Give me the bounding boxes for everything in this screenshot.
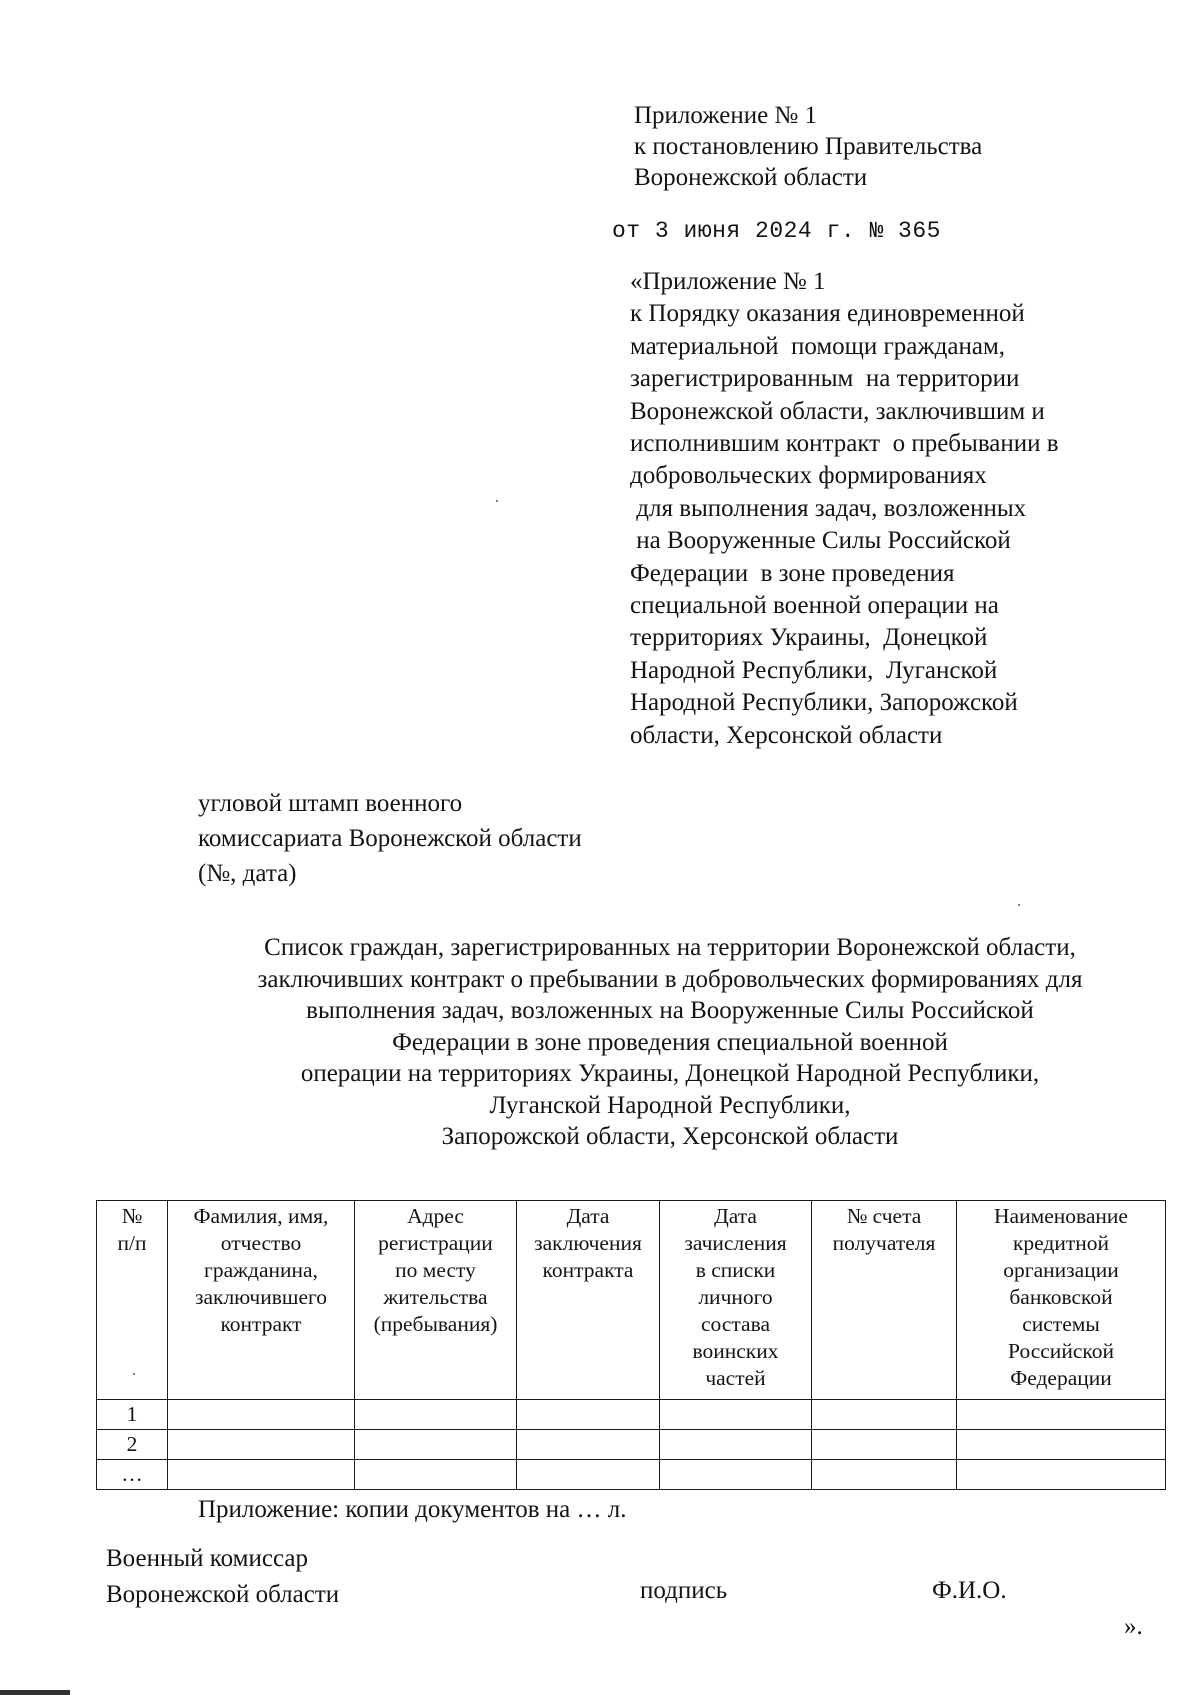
table-cell [812,1400,957,1430]
list-title [170,932,1170,1153]
corner-stamp-placeholder [198,786,582,891]
table-cell [812,1430,957,1460]
header-line: к постановлению Правительства [634,133,983,160]
table-cell [517,1400,660,1430]
title-line: Луганской Народной Республики, [489,1091,851,1119]
position-line: Военный комиссар [106,1545,308,1572]
header-line: «Приложение № 1 [630,268,826,295]
table-cell [355,1460,517,1490]
column-header-enrollment-date [660,1201,812,1400]
table-cell [660,1430,812,1460]
header-line: Народной Республики, Луганской [630,656,998,684]
table-cell [957,1430,1166,1460]
title-line: Федерации в зоне проведения специальной военной [392,1028,948,1056]
table-cell [957,1400,1166,1430]
column-header-account-number [812,1201,957,1400]
table-cell [168,1400,355,1430]
header-text: № счета получателя [832,1204,936,1255]
title-line: Список граждан, зарегистрированных на территории Воронежской области, [264,934,1076,961]
stamp-line: (№, дата) [198,860,297,887]
header-line: Воронежской области, заключившим и [630,397,1045,425]
table-cell [812,1460,957,1490]
scan-speck [496,500,498,502]
resolution-date-number: от 3 июня 2024 г. № 365 [612,218,941,244]
attachment-note: Приложение: копии документов на … л. [198,1496,627,1523]
appendix-header [634,100,982,193]
header-text: Наименование кредитной организации банковской системы Российской Федерации [994,1204,1128,1390]
column-header-number [97,1201,168,1400]
full-name-label: Ф.И.О. [932,1577,1007,1604]
table-cell [660,1460,812,1490]
header-line: зарегистрированным на территории [630,365,1020,393]
scan-edge-mark [0,1690,70,1695]
procedure-appendix-header [630,266,1059,752]
header-line: для выполнения задач, возложенных [630,494,1027,522]
title-line: Запорожской области, Херсонской области [441,1123,899,1150]
table-cell [355,1400,517,1430]
header-line: добровольческих формированиях [630,462,987,490]
header-line: территориях Украины, Донецкой [630,624,988,652]
table-cell [168,1430,355,1460]
table-cell [517,1430,660,1460]
header-line: Народной Республики, Запорожской [630,689,1018,717]
column-header-address [355,1201,517,1400]
table-cell [355,1430,517,1460]
header-line: материальной помощи гражданам, [630,332,1006,360]
header-line: на Вооруженные Силы Российской [630,527,1011,555]
header-line: Федерации в зоне проведения [630,559,955,587]
table-row [97,1430,1166,1460]
position-line: Воронежской области [106,1581,340,1608]
table-cell [957,1460,1166,1490]
scan-speck [1018,904,1020,906]
table-row [97,1460,1166,1490]
header-line: исполнившим контракт о пребывании в [630,430,1059,458]
table-header-row [97,1201,1166,1400]
table-cell: 1 [97,1400,168,1430]
scan-speck [133,1373,135,1375]
table-cell: 2 [97,1430,168,1460]
title-line: операции на территориях Украины, Донецкой Народной Республики, [300,1060,1040,1087]
closing-quote: ». [1124,1613,1143,1640]
table-cell [517,1460,660,1490]
header-line: к Порядку оказания единовременной [630,300,1025,328]
header-line: Приложение № 1 [634,102,818,129]
citizens-table [96,1200,1166,1490]
table-cell [660,1400,812,1430]
header-line: специальной военной операции на [630,592,999,620]
header-line: области, Херсонской области [630,721,943,749]
column-header-full-name [168,1201,355,1400]
table-cell: … [97,1460,168,1490]
header-text: Адрес регистрации по месту жительства (пребывания) [373,1204,498,1336]
header-text: Дата зачисления в списки личного состава воинских частей [684,1204,787,1390]
stamp-line: комиссариата Воронежской области [198,825,582,852]
header-text: Дата заключения контракта [534,1204,642,1282]
header-text: № п/п [117,1204,147,1255]
column-header-bank-name [957,1201,1166,1400]
title-line: выполнения задач, возложенных на Вооруженные Силы Российской [306,997,1034,1024]
title-line: заключивших контракт о пребывании в добровольческих формированиях для [257,965,1083,993]
table-row [97,1400,1166,1430]
header-text: Фамилия, имя, отчество гражданина, заключившего контракт [193,1204,329,1336]
table-cell [168,1460,355,1490]
signatory-position [106,1541,339,1613]
stamp-line: угловой штамп военного [198,790,463,817]
header-line: Воронежской области [634,164,868,191]
signature-label: подпись [640,1577,728,1604]
column-header-contract-date [517,1201,660,1400]
